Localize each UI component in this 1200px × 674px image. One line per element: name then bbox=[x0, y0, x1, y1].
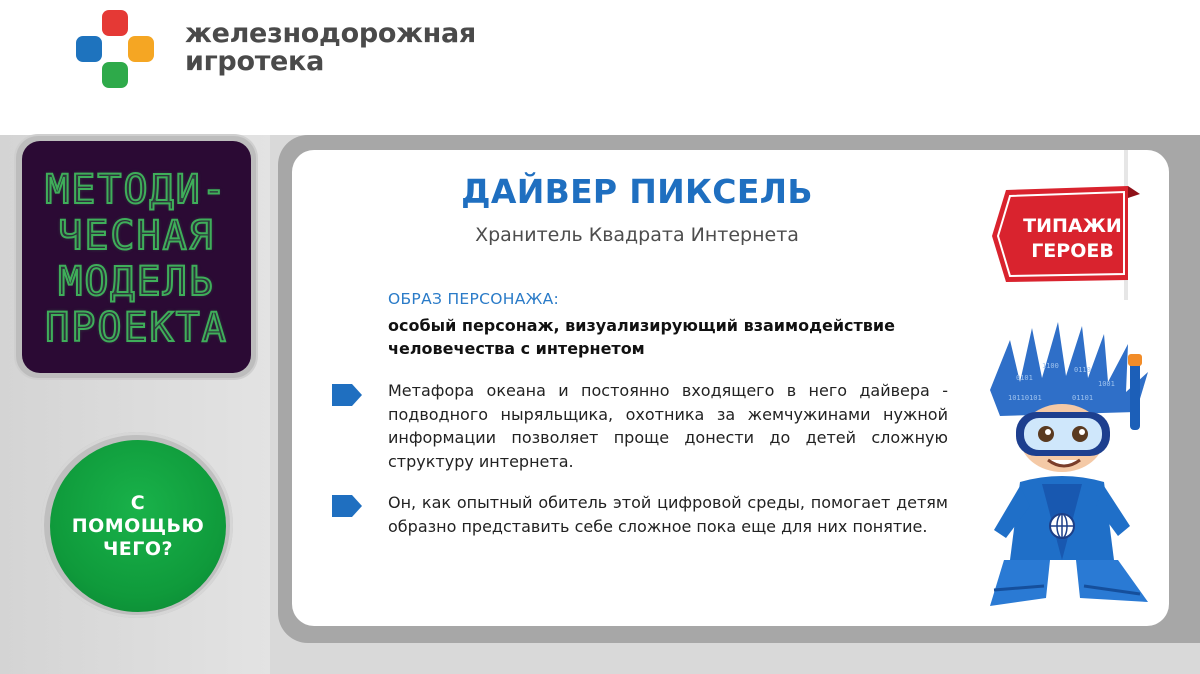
bullet-arrow-icon bbox=[330, 493, 364, 519]
circle-button-line-3: ЧЕГО? bbox=[102, 537, 174, 560]
svg-text:01101: 01101 bbox=[1072, 394, 1094, 402]
svg-text:0110: 0110 bbox=[1074, 366, 1091, 374]
bullet-text-2: Он, как опытный обитель этой цифровой среды, помогает детям образно представить себе сложное пока еще для них понятие. bbox=[388, 493, 948, 536]
circle-button-line-1: С bbox=[130, 491, 146, 514]
logo-icon bbox=[76, 10, 156, 90]
svg-text:1100: 1100 bbox=[1042, 362, 1059, 370]
svg-text:10110101: 10110101 bbox=[1008, 394, 1042, 402]
page-subtitle: Хранитель Квадрата Интернета bbox=[475, 224, 799, 246]
brand-line1: железнодорожная bbox=[185, 18, 476, 49]
led-line-3: МОДЕЛЬ bbox=[58, 259, 215, 305]
led-line-1: МЕТОДИ- bbox=[45, 167, 228, 213]
heroes-types-badge[interactable] bbox=[1005, 214, 1140, 264]
page-title: ДАЙВЕР ПИКСЕЛЬ bbox=[461, 172, 813, 211]
led-panel bbox=[22, 141, 251, 373]
diver-character-illustration bbox=[980, 320, 1160, 610]
image-label: ОБРАЗ ПЕРСОНАЖА: bbox=[388, 290, 560, 308]
circle-button-line-2: ПОМОЩЬЮ bbox=[71, 514, 205, 537]
ribbon-line-2: ГЕРОЕВ bbox=[1031, 240, 1114, 262]
bullet-arrow-icon bbox=[330, 382, 364, 408]
bullet-text-1: Метафора океана и постоянно входящего в него дайвера - подводного ныряльщика, охотника за жемчужинами нужной информации позволяет проще донести до детей сложную структуру интернета. bbox=[388, 381, 948, 471]
svg-text:1001: 1001 bbox=[1098, 380, 1115, 388]
with-what-button[interactable] bbox=[50, 440, 226, 612]
led-line-2: ЧЕСНАЯ bbox=[58, 213, 215, 259]
ribbon-line-1: ТИПАЖИ bbox=[1023, 215, 1122, 237]
svg-text:0101: 0101 bbox=[1016, 374, 1033, 382]
header bbox=[0, 0, 1200, 135]
image-description: особый персонаж, визуализирующий взаимодействие человечества с интернетом bbox=[388, 316, 895, 358]
brand-name bbox=[185, 20, 476, 76]
led-line-4: ПРОЕКТА bbox=[45, 305, 228, 351]
brand-line2: игротека bbox=[185, 46, 325, 77]
